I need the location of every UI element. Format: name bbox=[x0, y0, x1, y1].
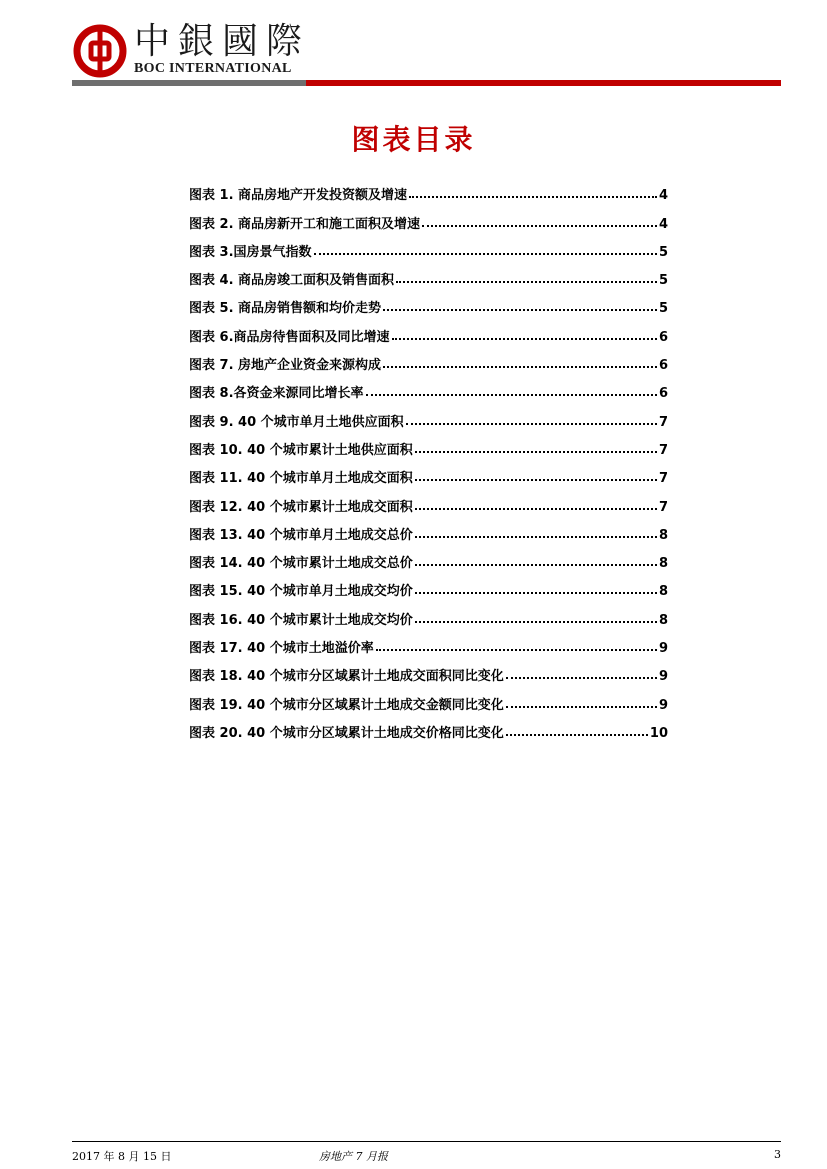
logo-chinese-name: 中銀國際 bbox=[134, 21, 311, 62]
toc-entry-label: 图表 11. 40 个城市单月土地成交面积 bbox=[189, 471, 413, 487]
toc-entry-page: 5 bbox=[658, 244, 668, 260]
toc-entry-label: 图表 5. 商品房销售额和均价走势 bbox=[189, 301, 382, 317]
toc-dot-leader bbox=[506, 734, 648, 736]
toc-entry-page: 7 bbox=[658, 471, 668, 487]
toc-entry[interactable] bbox=[189, 684, 668, 712]
toc-entry-page: 5 bbox=[658, 301, 668, 317]
toc-dot-leader bbox=[415, 508, 657, 510]
toc-entry-label: 图表 3.国房景气指数 bbox=[189, 244, 312, 260]
page-title: 图表目录 bbox=[351, 123, 476, 156]
footer-date: 2017 年 8 月 15 日 bbox=[72, 1150, 172, 1163]
toc-entry-label: 图表 20. 40 个城市分区域累计土地成交价格同比变化 bbox=[189, 725, 504, 741]
toc-dot-leader bbox=[415, 479, 657, 481]
toc-dot-leader bbox=[415, 592, 657, 594]
toc-entry-page: 4 bbox=[658, 216, 668, 232]
toc-dot-leader bbox=[406, 423, 657, 425]
toc-entry[interactable] bbox=[189, 656, 668, 684]
toc-dot-leader bbox=[415, 564, 657, 566]
toc-dot-leader bbox=[506, 706, 657, 708]
toc-dot-leader bbox=[314, 253, 657, 255]
toc-entry-label: 图表 13. 40 个城市单月土地成交总价 bbox=[189, 527, 413, 543]
toc-entry-label: 图表 19. 40 个城市分区域累计土地成交金额同比变化 bbox=[189, 697, 504, 713]
header-rule-dark bbox=[72, 80, 306, 86]
toc-entry-label: 图表 9. 40 个城市单月土地供应面积 bbox=[189, 414, 404, 430]
toc-entry[interactable] bbox=[189, 486, 668, 514]
toc-entry-page: 9 bbox=[658, 669, 668, 685]
table-of-figures bbox=[189, 175, 668, 741]
header-rule-red bbox=[306, 80, 781, 86]
toc-entry[interactable] bbox=[189, 430, 668, 458]
toc-entry-label: 图表 6.商品房待售面积及同比增速 bbox=[189, 329, 390, 345]
toc-entry-page: 6 bbox=[658, 386, 668, 402]
toc-entry[interactable] bbox=[189, 401, 668, 429]
toc-entry[interactable] bbox=[189, 316, 668, 344]
toc-entry-page: 6 bbox=[658, 358, 668, 374]
toc-entry-label: 图表 15. 40 个城市单月土地成交均价 bbox=[189, 584, 413, 600]
toc-dot-leader bbox=[422, 225, 657, 227]
toc-dot-leader bbox=[409, 196, 657, 198]
toc-entry-label: 图表 10. 40 个城市累计土地供应面积 bbox=[189, 442, 413, 458]
toc-entry-label: 图表 2. 商品房新开工和施工面积及增速 bbox=[189, 216, 421, 232]
footer-rule bbox=[72, 1141, 781, 1142]
toc-entry[interactable] bbox=[189, 345, 668, 373]
toc-dot-leader bbox=[396, 281, 657, 283]
toc-entry-page: 7 bbox=[658, 442, 668, 458]
toc-entry-label: 图表 8.各资金来源同比增长率 bbox=[189, 386, 364, 402]
toc-dot-leader bbox=[366, 394, 657, 396]
toc-entry[interactable] bbox=[189, 288, 668, 316]
toc-entry[interactable] bbox=[189, 543, 668, 571]
toc-entry-page: 9 bbox=[658, 641, 668, 657]
toc-dot-leader bbox=[383, 366, 657, 368]
toc-entry[interactable] bbox=[189, 628, 668, 656]
toc-entry-label: 图表 17. 40 个城市土地溢价率 bbox=[189, 641, 374, 657]
toc-entry-page: 8 bbox=[658, 527, 668, 543]
boc-emblem-icon bbox=[73, 24, 127, 78]
toc-dot-leader bbox=[383, 309, 657, 311]
toc-entry-page: 9 bbox=[658, 697, 668, 713]
toc-entry[interactable] bbox=[189, 232, 668, 260]
toc-dot-leader bbox=[415, 451, 657, 453]
toc-entry-page: 6 bbox=[658, 329, 668, 345]
toc-entry[interactable] bbox=[189, 515, 668, 543]
toc-entry-label: 图表 18. 40 个城市分区域累计土地成交面积同比变化 bbox=[189, 669, 504, 685]
toc-entry-label: 图表 12. 40 个城市累计土地成交面积 bbox=[189, 499, 413, 515]
toc-entry-page: 8 bbox=[658, 556, 668, 572]
toc-entry[interactable] bbox=[189, 203, 668, 231]
toc-entry-page: 8 bbox=[658, 584, 668, 600]
logo-english-name: BOC INTERNATIONAL bbox=[134, 61, 292, 76]
footer-report-name: 房地产 7 月报 bbox=[319, 1150, 388, 1163]
toc-dot-leader bbox=[415, 536, 657, 538]
toc-entry[interactable] bbox=[189, 458, 668, 486]
toc-entry[interactable] bbox=[189, 571, 668, 599]
toc-entry[interactable] bbox=[189, 260, 668, 288]
toc-dot-leader bbox=[376, 649, 657, 651]
toc-entry-label: 图表 14. 40 个城市累计土地成交总价 bbox=[189, 556, 413, 572]
toc-entry-label: 图表 1. 商品房地产开发投资额及增速 bbox=[189, 188, 408, 204]
footer-page-number: 3 bbox=[774, 1148, 781, 1161]
toc-entry[interactable] bbox=[189, 175, 668, 203]
toc-entry[interactable] bbox=[189, 713, 668, 741]
toc-entry-label: 图表 7. 房地产企业资金来源构成 bbox=[189, 358, 382, 374]
toc-entry-page: 7 bbox=[658, 499, 668, 515]
toc-entry[interactable] bbox=[189, 599, 668, 627]
toc-entry-page: 7 bbox=[658, 414, 668, 430]
toc-entry-page: 5 bbox=[658, 273, 668, 289]
toc-dot-leader bbox=[506, 677, 657, 679]
toc-entry-label: 图表 16. 40 个城市累计土地成交均价 bbox=[189, 612, 413, 628]
toc-entry[interactable] bbox=[189, 373, 668, 401]
toc-dot-leader bbox=[392, 338, 657, 340]
toc-dot-leader bbox=[415, 621, 657, 623]
toc-entry-label: 图表 4. 商品房竣工面积及销售面积 bbox=[189, 273, 395, 289]
toc-entry-page: 10 bbox=[649, 725, 668, 741]
toc-entry-page: 4 bbox=[658, 188, 668, 204]
toc-entry-page: 8 bbox=[658, 612, 668, 628]
